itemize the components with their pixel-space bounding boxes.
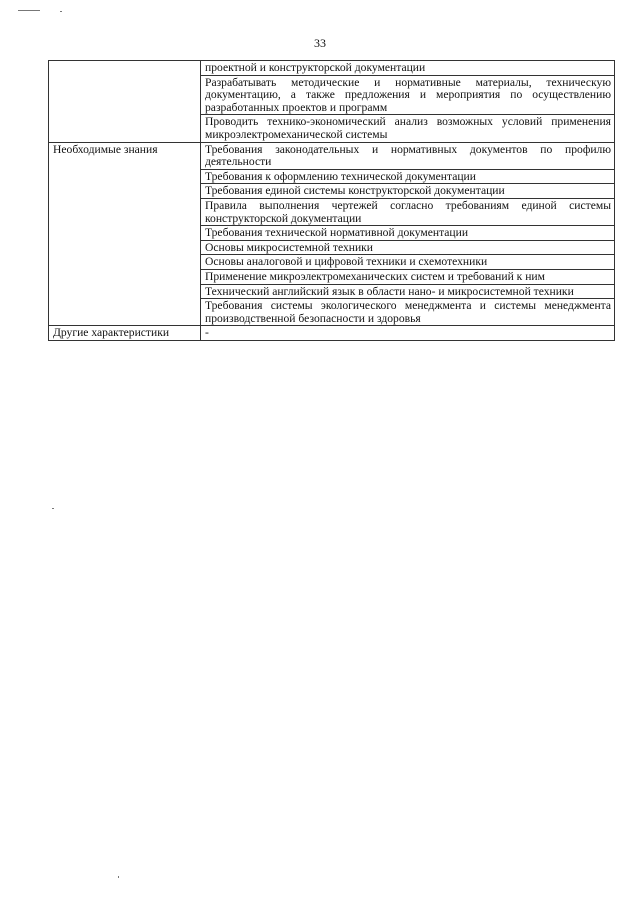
- table-cell: -: [201, 326, 615, 341]
- table-cell: Основы микросистемной техники: [201, 240, 615, 255]
- table-cell: Технический английский язык в области нано- и микросистемной техники: [201, 284, 615, 299]
- row-label: Необходимые знания: [49, 142, 201, 326]
- scan-mark-bottom: [118, 876, 119, 878]
- scan-mark-top: [18, 10, 40, 11]
- table-cell: Требования единой системы конструкторской документации: [201, 184, 615, 199]
- table-cell: Проводить технико-экономический анализ возможных условий применения микроэлектромеханической системы: [201, 115, 615, 142]
- row-label: Другие характеристики: [49, 326, 201, 341]
- table-row: [49, 61, 615, 76]
- table-cell: Разрабатывать методические и нормативные материалы, техническую документацию, а также предложения и мероприятия по осуществлению разработанных проектов и программ: [201, 75, 615, 115]
- competency-table: [48, 60, 615, 341]
- page-number: 33: [314, 36, 326, 50]
- table-row: [49, 326, 615, 341]
- table-cell: Применение микроэлектромеханических систем и требований к ним: [201, 269, 615, 284]
- table-cell: Требования системы экологического менеджмента и системы менеджмента производственной безопасности и здоровья: [201, 299, 615, 326]
- scan-mark-top-dot: [60, 11, 62, 12]
- table-cell: проектной и конструкторской документации: [201, 61, 615, 76]
- table-cell: Требования технической нормативной документации: [201, 226, 615, 241]
- table-cell: Требования к оформлению технической документации: [201, 169, 615, 184]
- table-cell: Правила выполнения чертежей согласно требованиям единой системы конструкторской документации: [201, 198, 615, 225]
- table-row: [49, 142, 615, 169]
- table-cell: Основы аналоговой и цифровой техники и схемотехники: [201, 255, 615, 270]
- table-cell: Требования законодательных и нормативных документов по профилю деятельности: [201, 142, 615, 169]
- row-label: [49, 61, 201, 143]
- scan-mark-left: [52, 508, 54, 509]
